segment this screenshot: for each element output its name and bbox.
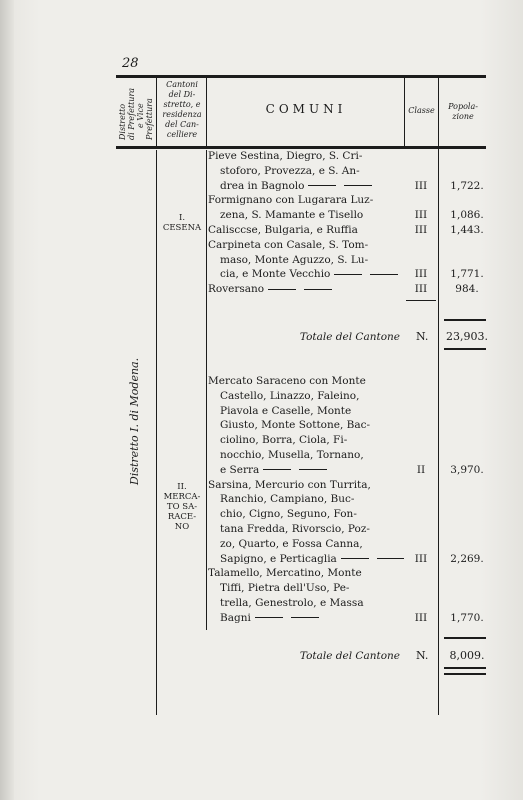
canton-2-pop-rule [444,637,486,639]
comune-entry [208,223,404,238]
canton-name: I. CESENA [162,213,202,233]
classe-value: III [414,179,428,192]
canton-1-pop-rule [444,319,486,321]
canton-1-total-value: 23,903. [446,330,488,343]
comune-line: zena, S. Mamante e Tisello [220,209,364,222]
canton-2-left-rule [206,375,207,630]
leader-dash [344,185,372,186]
classe-value: III [414,552,428,565]
comune-line: Sapigno, e Perticaglia [208,552,404,567]
comune-line: drea in Bagnolo [208,179,404,194]
comune-line: Piavola e Caselle, Monte [220,404,352,417]
comune-entry [208,282,404,297]
page-number: 28 [122,56,139,71]
comune-line: Pieve Sestina, Diegro, S. Cri- [208,150,363,162]
comune-line: Mercato Saraceno con Monte [208,375,366,387]
distretto-name: Distretto I. di Modena. [128,357,141,485]
leader-dash [341,558,369,559]
header-distretto: Distretto di Prefettura e Vice Prefettura [118,87,154,140]
leader-dash [255,617,283,618]
classe-value: III [414,611,428,624]
rule-distretto [156,150,157,715]
comune-line: Bagni [208,611,404,626]
comune-entry [208,566,404,625]
comune-line: cia, e Monte Vecchio [208,267,404,282]
comune-entry [208,193,404,223]
canton-2-total-rule-2 [444,673,486,675]
classe-value: III [414,268,428,281]
comune-line: Carpineta con Casale, S. Tom- [208,238,369,251]
classe-value: III [414,224,428,236]
classe-value: II [416,463,426,476]
header-cantoni: Cantoni del Di- stretto, e residenza del Can- celliere [162,80,202,139]
header-classe: Classe [408,106,435,115]
comune-line: maso, Monte Aguzzo, S. Lu- [220,253,369,266]
leader-dash [377,558,404,559]
classe-value: III [414,283,428,296]
comune-line: Talamello, Mercatino, Monte [208,567,362,580]
leader-dash [268,289,296,290]
comune-line: nocchio, Musella, Tornano, [220,448,364,461]
comune-entry [208,238,404,282]
canton-2-total-label: Totale del Cantone [299,650,400,662]
leader-dash [308,185,336,186]
comune-entry [208,374,404,478]
popolazione-value: 1,722. [450,179,484,192]
comune-line: Tiffi, Pietra dell'Uso, Pe- [220,582,350,595]
leader-dash [291,617,319,618]
comune-line: e Serra [208,463,404,478]
popolazione-value: 1,086. [450,209,484,222]
canton-1-total-rule [444,348,486,350]
comune-line: chio, Cigno, Seguno, Fon- [220,508,357,521]
leader-dash [299,469,327,470]
page-gutter [0,0,14,800]
canton-2-total-value: 8,009. [449,649,485,662]
popolazione-value: 1,771. [450,268,484,281]
popolazione-value: 984. [455,283,479,296]
comune-line: Calisccse, Bulgaria, e Ruffia [208,223,358,236]
comune-line: Roversano [208,282,404,297]
canton-2-total-rule [444,667,486,669]
comune-line: Formignano con Lugarara Luz- [208,194,374,207]
header-comuni: COMUNI [265,102,347,116]
popolazione-value: 2,269. [450,552,484,565]
canton-1-total-label: Totale del Cantone [299,331,400,343]
leader-dash [370,274,398,275]
popolazione-value: 1,443. [450,224,484,236]
comune-entry [208,478,404,567]
leader-dash [304,289,332,290]
canton-name: II. MERCA- TO SA- RACE- NO [163,482,201,532]
comune-line: Sarsina, Mercurio con Turrita, [208,478,371,491]
canton-2-total-n: N. [416,649,429,662]
header-popolazione: Popola- zione [448,102,478,121]
canton-1-entries [208,149,404,297]
comune-line: trella, Genestrolo, e Massa [220,596,364,609]
rule-cantoni-head [156,78,157,146]
canton-1-bottom-rule [406,300,436,301]
comune-line: Ranchio, Campiano, Buc- [220,493,355,506]
rule-classe [438,78,439,715]
comune-line: Castello, Linazzo, Faleino, [220,389,360,402]
comune-entry [208,149,404,193]
canton-2-entries [208,374,404,626]
canton-1-total-n: N. [416,330,429,343]
comune-line: tana Fredda, Rivorscio, Poz- [220,522,370,535]
comune-line: zo, Quarto, e Fossa Canna, [220,537,363,550]
comune-line: stoforo, Provezza, e S. An- [220,164,360,177]
popolazione-value: 3,970. [450,463,484,476]
popolazione-value: 1,770. [450,611,484,624]
comune-line: ciolino, Borra, Ciola, Fi- [220,434,348,447]
leader-dash [334,274,362,275]
classe-value: III [414,209,428,222]
top-rule [116,75,486,78]
rule-cantoni-head2 [206,78,207,146]
leader-dash [263,469,291,470]
comune-line: Giusto, Monte Sottone, Bac- [220,419,371,432]
